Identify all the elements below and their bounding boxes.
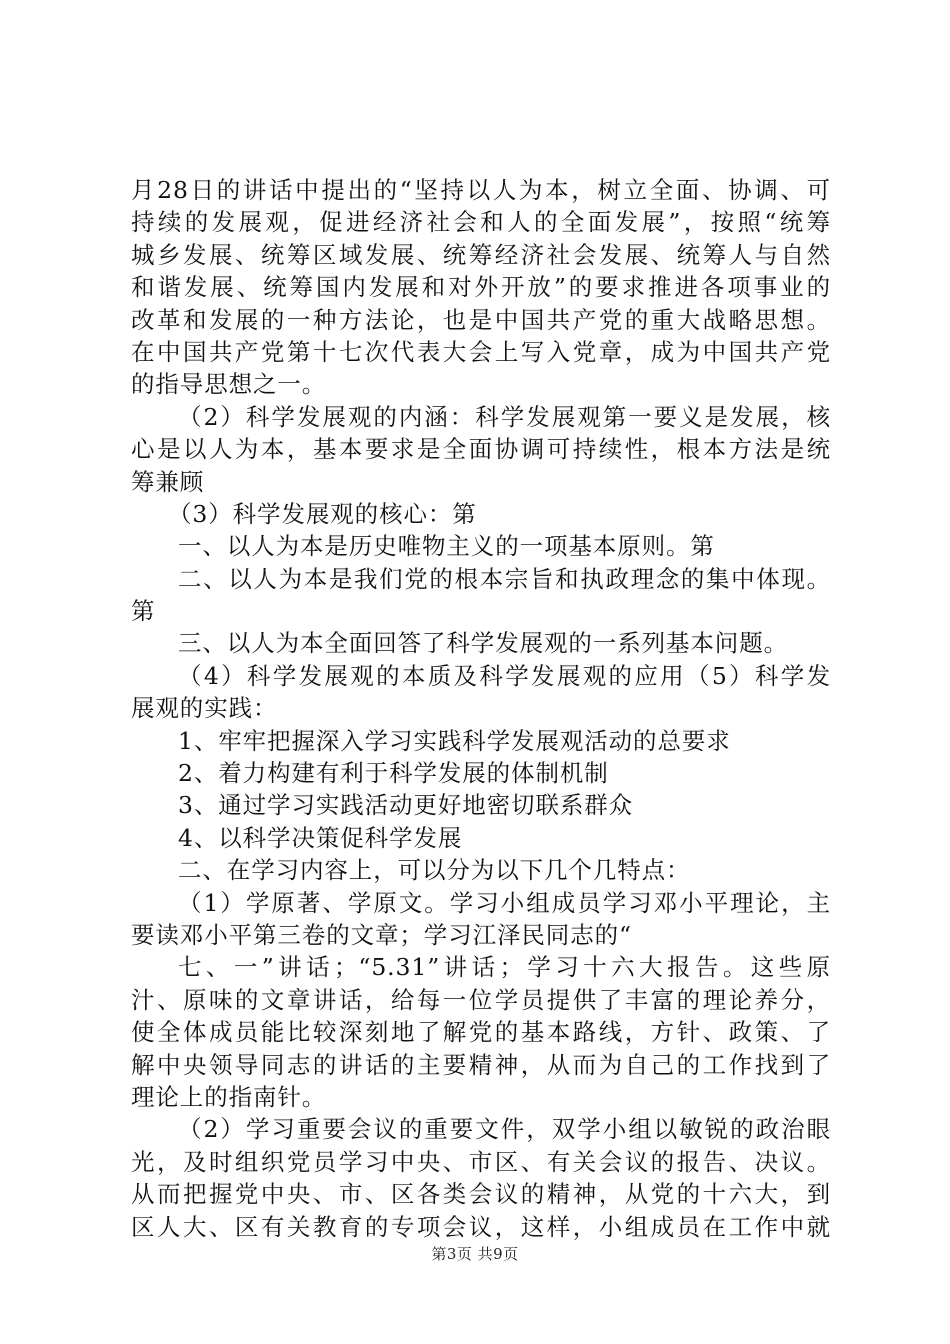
text-line: 3、通过学习实践活动更好地密切联系群众: [178, 791, 634, 820]
text-line: 解中央领导同志的讲话的主要精神，从而为自己的工作找到了: [131, 1050, 831, 1079]
text-line: 改革和发展的一种方法论，也是中国共产党的重大战略思想。: [131, 305, 831, 334]
text-line: 持续的发展观，促进经济社会和人的全面发展”，按照“统筹: [131, 208, 831, 237]
text-line: 区人大、区有关教育的专项会议，这样，小组成员在工作中就: [131, 1212, 831, 1241]
text-line: 汁、原味的文章讲话，给每一位学员提供了丰富的理论养分，: [131, 985, 831, 1014]
text-line: 一、以人为本是历史唯物主义的一项基本原则。第: [178, 532, 715, 561]
text-line: 心是以人为本，基本要求是全面协调可持续性，根本方法是统: [131, 435, 831, 464]
document-body: [131, 174, 831, 1243]
text-line: 使全体成员能比较深刻地了解党的基本路线，方针、政策、了: [131, 1018, 831, 1047]
text-line: 从而把握党中央、市、区各类会议的精神，从党的十六大，到: [131, 1180, 831, 1209]
text-line: 城乡发展、统筹区域发展、统筹经济社会发展、统筹人与自然: [131, 240, 831, 269]
text-line: 月28日的讲话中提出的“坚持以人为本，树立全面、协调、可: [131, 176, 831, 204]
text-line: 和谐发展、统筹国内发展和对外开放”的要求推进各项事业的: [131, 273, 831, 302]
text-line: （2）学习重要会议的重要文件，双学小组以敏锐的政治眼: [178, 1115, 831, 1144]
text-line: 理论上的指南针。: [131, 1082, 327, 1111]
text-line: 4、以科学决策促科学发展: [178, 823, 463, 852]
text-line: （3）科学发展观的核心：第: [168, 499, 477, 528]
page-footer: 第3页 共9页: [431, 1245, 519, 1263]
text-line: 2、着力构建有利于科学发展的体制机制: [178, 759, 609, 788]
text-line: 展观的实践：: [131, 694, 278, 723]
text-line: 七、一”讲话；“5.31”讲话；学习十六大报告。这些原: [178, 953, 831, 982]
text-line: 二、在学习内容上，可以分为以下几个几特点：: [178, 856, 691, 885]
text-line: 1、牢牢把握深入学习实践科学发展观活动的总要求: [178, 726, 731, 755]
text-line: （4）科学发展观的本质及科学发展观的应用（5）科学发: [178, 661, 831, 690]
text-line: 光，及时组织党员学习中央、市区、有关会议的报告、决议。: [131, 1147, 831, 1176]
text-line: 在中国共产党第十七次代表大会上写入党章，成为中国共产党: [131, 337, 831, 366]
text-line: 要读邓小平第三卷的文章；学习江泽民同志的“: [131, 920, 632, 949]
text-line: 筹兼顾: [131, 467, 205, 496]
text-line: 二、以人为本是我们党的根本宗旨和执政理念的集中体现。: [178, 564, 831, 593]
text-line: 的指导思想之一。: [131, 370, 327, 399]
text-line: （2）科学发展观的内涵：科学发展观第一要义是发展，核: [178, 402, 831, 431]
text-line: （1）学原著、学原文。学习小组成员学习邓小平理论，主: [178, 888, 831, 917]
text-line: 第: [131, 597, 156, 626]
text-line: 三、以人为本全面回答了科学发展观的一系列基本问题。: [178, 629, 788, 658]
